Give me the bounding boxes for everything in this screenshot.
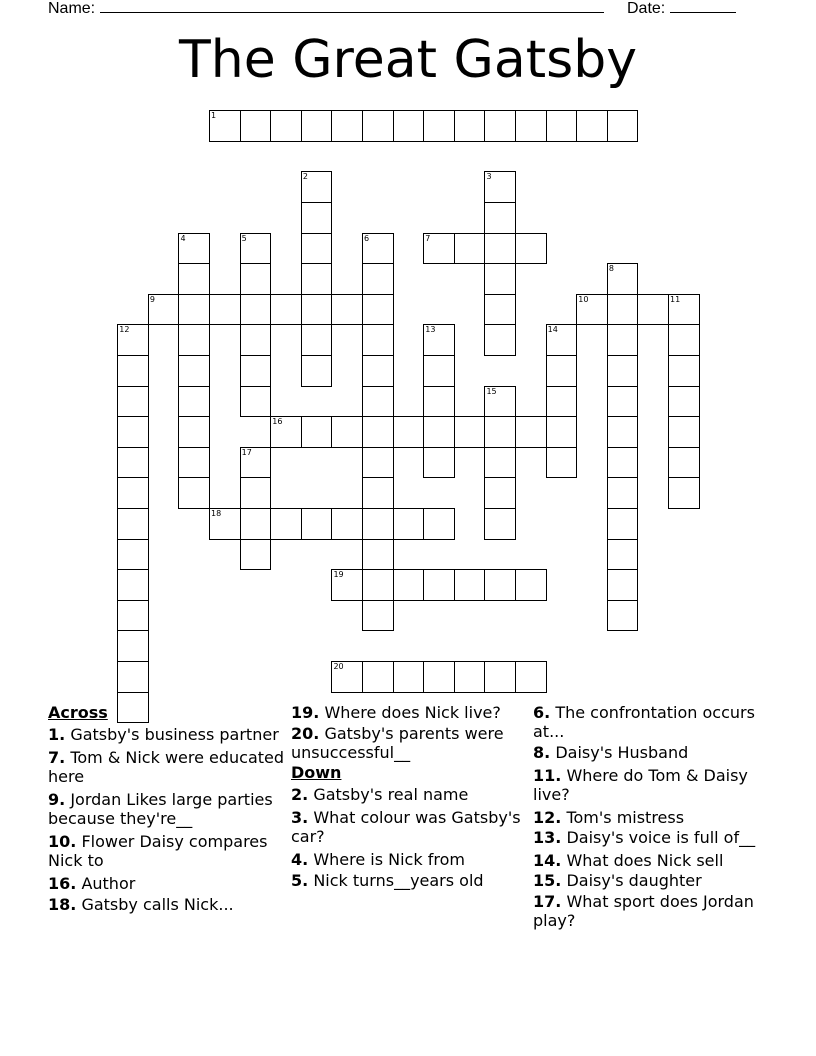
clue-down-12 [533,808,771,827]
grid-cell[interactable] [240,477,272,509]
grid-cell[interactable] [117,447,149,479]
cell-number: 3 [486,172,492,182]
grid-cell[interactable] [423,233,455,265]
clue-down-11 [533,766,771,804]
grid-cell[interactable] [607,416,639,448]
clue-across-9 [48,790,286,828]
clue-down-13 [533,828,771,847]
grid-cell[interactable] [423,661,455,693]
clue-text: Where is Nick from [313,850,465,869]
date-label: Date: [627,0,666,17]
grid-cell[interactable] [393,508,425,540]
grid-cell[interactable] [607,355,639,387]
clue-number: 18. [48,895,77,914]
down-heading: Down [291,763,342,782]
grid-cell[interactable] [484,386,516,418]
grid-cell[interactable] [331,110,363,142]
grid-cell[interactable] [423,447,455,479]
grid-cell[interactable] [240,447,272,479]
clue-down-15 [533,871,771,890]
grid-cell[interactable] [301,416,333,448]
clue-down-2 [291,785,529,804]
grid-cell[interactable] [148,294,180,326]
cell-number: 20 [333,662,344,672]
cell-number: 18 [211,509,222,519]
cell-number: 2 [302,172,308,182]
clue-number: 9. [48,790,66,809]
clues-column-1 [48,703,286,918]
clue-across-16 [48,874,286,893]
clue-number: 15. [533,871,562,890]
grid-cell[interactable] [668,447,700,479]
grid-cell[interactable] [546,324,578,356]
grid-cell[interactable] [117,569,149,601]
page-title: The Great Gatsby [179,30,637,90]
grid-cell[interactable] [607,263,639,295]
clue-number: 5. [291,871,309,890]
grid-cell[interactable] [178,477,210,509]
grid-cell[interactable] [240,386,272,418]
grid-cell[interactable] [607,294,639,326]
grid-cell[interactable] [393,416,425,448]
grid-cell[interactable] [362,294,394,326]
grid-cell[interactable] [178,233,210,265]
clue-text: Jordan Likes large parties because they're__ [48,790,273,828]
grid-cell[interactable] [331,661,363,693]
clue-number: 11. [533,766,562,785]
grid-cell[interactable] [454,233,486,265]
grid-cell[interactable] [576,110,608,142]
grid-cell[interactable] [362,447,394,479]
grid-cell[interactable] [484,416,516,448]
grid-cell[interactable] [607,324,639,356]
grid-cell[interactable] [178,294,210,326]
grid-cell[interactable] [668,324,700,356]
grid-cell[interactable] [178,324,210,356]
grid-cell[interactable] [270,110,302,142]
grid-cell[interactable] [668,386,700,418]
clue-text: Gatsby's parents were unsuccessful__ [291,724,504,762]
grid-cell[interactable] [393,569,425,601]
cell-number: 15 [486,386,497,396]
grid-cell[interactable] [515,569,547,601]
grid-cell[interactable] [423,110,455,142]
clue-text: What does Nick sell [566,851,724,870]
clue-number: 4. [291,850,309,869]
grid-cell[interactable] [607,477,639,509]
clue-text: Tom's mistress [566,808,685,827]
clue-text: Daisy's daughter [566,871,702,890]
grid-cell[interactable] [209,294,241,326]
clue-number: 3. [291,808,309,827]
grid-cell[interactable] [362,539,394,571]
grid-cell[interactable] [484,661,516,693]
clue-text: Nick turns__years old [313,871,484,890]
clue-down-14 [533,851,771,870]
cell-number: 6 [364,233,370,243]
grid-cell[interactable] [423,416,455,448]
clue-number: 17. [533,892,562,911]
name-label: Name: [48,0,96,17]
grid-cell[interactable] [423,569,455,601]
clue-number: 1. [48,725,66,744]
clue-down-5 [291,871,529,890]
grid-cell[interactable] [209,110,241,142]
grid-cell[interactable] [393,110,425,142]
grid-cell[interactable] [668,477,700,509]
cell-number: 7 [425,233,431,243]
grid-cell[interactable] [515,233,547,265]
grid-cell[interactable] [454,110,486,142]
grid-cell[interactable] [178,386,210,418]
grid-cell[interactable] [484,447,516,479]
clue-text: What colour was Gatsby's car? [291,808,521,846]
grid-cell[interactable] [362,233,394,265]
grid-cell[interactable] [484,110,516,142]
grid-cell[interactable] [484,508,516,540]
cell-number: 9 [149,294,155,304]
cell-number: 8 [608,264,614,274]
clue-text: Tom & Nick were educated here [48,748,285,786]
grid-cell[interactable] [484,294,516,326]
grid-cell[interactable] [423,386,455,418]
clues-column-2 [291,703,529,894]
grid-cell[interactable] [393,661,425,693]
grid-cell[interactable] [607,539,639,571]
grid-cell[interactable] [423,355,455,387]
grid-cell[interactable] [117,539,149,571]
grid-cell[interactable] [117,324,149,356]
clue-text: Where does Nick live? [324,703,501,722]
clue-text: Flower Daisy compares Nick to [48,832,268,870]
cell-number: 16 [272,417,283,427]
clue-number: 19. [291,703,320,722]
cell-number: 12 [119,325,130,335]
grid-cell[interactable] [546,416,578,448]
grid-cell[interactable] [362,661,394,693]
across-heading: Across [48,703,108,722]
grid-cell[interactable] [240,539,272,571]
clue-number: 13. [533,828,562,847]
clue-down-4 [291,850,529,869]
grid-cell[interactable] [423,508,455,540]
clue-number: 8. [533,743,551,762]
clue-text: What sport does Jordan play? [533,892,754,930]
cell-number: 19 [333,570,344,580]
grid-cell[interactable] [362,110,394,142]
grid-cell[interactable] [423,324,455,356]
grid-cell[interactable] [117,386,149,418]
grid-cell[interactable] [117,355,149,387]
grid-cell[interactable] [117,416,149,448]
grid-cell[interactable] [240,294,272,326]
grid-cell[interactable] [301,508,333,540]
clue-number: 16. [48,874,77,893]
grid-cell[interactable] [240,508,272,540]
grid-cell[interactable] [240,233,272,265]
grid-cell[interactable] [117,600,149,632]
clue-number: 14. [533,851,562,870]
grid-cell[interactable] [117,477,149,509]
clue-across-19 [291,703,529,722]
grid-cell[interactable] [484,233,516,265]
clue-down-3 [291,808,529,846]
grid-cell[interactable] [301,324,333,356]
grid-cell[interactable] [484,202,516,234]
grid-cell[interactable] [515,661,547,693]
grid-cell[interactable] [209,508,241,540]
grid-cell[interactable] [301,263,333,295]
clue-across-20 [291,724,529,762]
grid-cell[interactable] [117,661,149,693]
grid-cell[interactable] [331,416,363,448]
cell-number: 10 [578,294,589,304]
grid-cell[interactable] [331,294,363,326]
grid-cell[interactable] [515,416,547,448]
clue-number: 20. [291,724,320,743]
grid-cell[interactable] [301,355,333,387]
grid-cell[interactable] [546,110,578,142]
grid-cell[interactable] [178,416,210,448]
clue-across-7 [48,748,286,786]
clue-text: Daisy's Husband [555,743,689,762]
grid-cell[interactable] [331,508,363,540]
grid-cell[interactable] [362,324,394,356]
clue-down-17 [533,892,771,930]
clue-across-1 [48,725,286,744]
grid-cell[interactable] [546,355,578,387]
grid-cell[interactable] [607,110,639,142]
grid-cell[interactable] [607,508,639,540]
clue-down-8 [533,743,771,762]
cell-number: 14 [547,325,558,335]
cell-number: 5 [241,233,247,243]
grid-cell[interactable] [362,386,394,418]
grid-cell[interactable] [240,263,272,295]
grid-cell[interactable] [454,569,486,601]
clue-number: 12. [533,808,562,827]
cell-number: 11 [670,294,681,304]
clue-text: Gatsby's real name [313,785,469,804]
grid-cell[interactable] [270,294,302,326]
grid-cell[interactable] [546,386,578,418]
clue-text: Gatsby calls Nick... [81,895,234,914]
grid-cell[interactable] [454,661,486,693]
grid-cell[interactable] [240,110,272,142]
grid-cell[interactable] [331,569,363,601]
clue-across-10 [48,832,286,870]
grid-cell[interactable] [607,447,639,479]
clue-text: Daisy's voice is full of__ [566,828,756,847]
cell-number: 17 [241,447,252,457]
grid-cell[interactable] [484,324,516,356]
clue-across-18 [48,895,286,914]
clue-number: 6. [533,703,551,722]
grid-cell[interactable] [362,600,394,632]
clue-number: 7. [48,748,66,767]
clue-text: The confrontation occurs at... [533,703,755,741]
grid-cell[interactable] [668,355,700,387]
grid-cell[interactable] [178,263,210,295]
grid-cell[interactable] [546,447,578,479]
grid-cell[interactable] [607,569,639,601]
grid-cell[interactable] [178,447,210,479]
grid-cell[interactable] [484,263,516,295]
grid-cell[interactable] [240,355,272,387]
grid-cell[interactable] [607,600,639,632]
grid-cell[interactable] [362,569,394,601]
clue-down-6 [533,703,771,741]
grid-cell[interactable] [270,508,302,540]
grid-cell[interactable] [270,416,302,448]
grid-cell[interactable] [576,294,608,326]
clues-column-3 [533,703,771,934]
cell-number: 1 [211,111,217,121]
grid-cell[interactable] [301,110,333,142]
grid-cell[interactable] [301,202,333,234]
clue-number: 10. [48,832,77,851]
grid-cell[interactable] [362,477,394,509]
grid-cell[interactable] [637,294,669,326]
cell-number: 4 [180,233,186,243]
grid-cell[interactable] [362,508,394,540]
grid-cell[interactable] [607,386,639,418]
grid-cell[interactable] [515,110,547,142]
grid-cell[interactable] [240,324,272,356]
grid-cell[interactable] [484,569,516,601]
grid-cell[interactable] [301,171,333,203]
grid-cell[interactable] [484,171,516,203]
grid-cell[interactable] [117,630,149,662]
clue-text: Where do Tom & Daisy live? [533,766,748,804]
grid-cell[interactable] [301,294,333,326]
grid-cell[interactable] [362,416,394,448]
grid-cell[interactable] [362,355,394,387]
clue-text: Author [81,874,136,893]
cell-number: 13 [425,325,436,335]
grid-cell[interactable] [362,263,394,295]
clue-number: 2. [291,785,309,804]
grid-cell[interactable] [117,508,149,540]
grid-cell[interactable] [668,416,700,448]
clue-text: Gatsby's business partner [70,725,279,744]
grid-cell[interactable] [178,355,210,387]
grid-cell[interactable] [484,477,516,509]
grid-cell[interactable] [668,294,700,326]
grid-cell[interactable] [301,233,333,265]
grid-cell[interactable] [454,416,486,448]
